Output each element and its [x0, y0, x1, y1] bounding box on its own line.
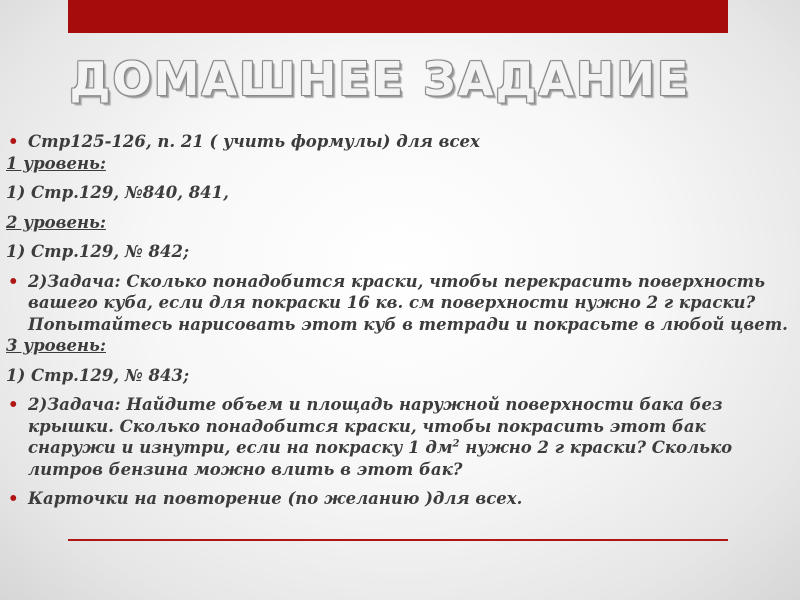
level3-item: 1) Стр.129, № 843;: [6, 365, 190, 385]
level3-task-line-3: [28, 437, 796, 459]
level3-task-line-4: литров бензина можно влить в этот бак?: [28, 459, 463, 479]
slide-title: ДОМАШНЕЕ ЗАДАНИЕ: [69, 52, 691, 106]
level3-heading: 3 уровень:: [6, 336, 106, 355]
level3-task-line-1: • 2)Задача: Найдите объем и площадь наружной поверхности бака без: [28, 395, 723, 414]
level3-task-line-2: крышки. Сколько понадобится краски, чтобы покрасить этот бак: [28, 416, 706, 436]
level3-task: [6, 394, 796, 480]
level1-item: 1) Стр.129, №840, 841,: [6, 183, 229, 202]
level2-task-line-2: вашего куба, если для покраски 16 кв. см поверхности нужно 2 г краски?: [28, 293, 756, 312]
bullet-review-cards: • Карточки на повторение (по желанию )для всех.: [6, 488, 796, 510]
level2-task-line-3: Попытайтесь нарисовать этот куб в тетради и покрасьте в любой цвет.: [28, 314, 788, 334]
level3-task-line-3-a: снаружи и изнутри, если на покраску 1 дм: [28, 438, 453, 457]
homework-content: [6, 131, 796, 510]
level3-task-line-3-b: нужно 2 г краски? Сколько: [459, 438, 733, 457]
level2-heading: 2 уровень:: [6, 212, 106, 232]
top-decorative-bar: [68, 0, 728, 33]
bottom-decorative-line: [68, 539, 728, 541]
level2-item: 1) Стр.129, № 842;: [6, 242, 190, 261]
bullet-general: • Стр125-126, п. 21 ( учить формулы) для всех: [6, 131, 796, 153]
level1-heading: 1 уровень:: [6, 153, 106, 173]
level2-task-line-1: • 2)Задача: Сколько понадобится краски, чтобы перекрасить поверхность: [28, 271, 766, 291]
level2-task: [6, 271, 796, 336]
squared-superscript: 2: [452, 438, 460, 450]
